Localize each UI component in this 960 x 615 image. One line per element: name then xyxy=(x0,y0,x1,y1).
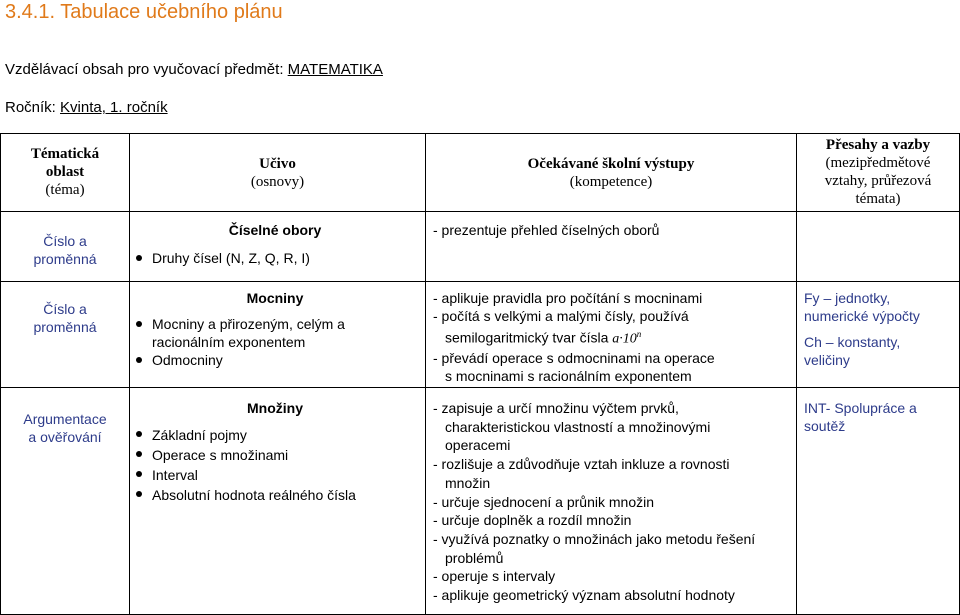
table-divider xyxy=(0,211,960,212)
subject-label: Vzdělávací obsah pro vyučovací předmět: xyxy=(5,61,288,78)
list-item: Základní pojmy xyxy=(130,425,420,445)
row2-content-title: Mocniny xyxy=(246,290,304,306)
header-overlaps: Přesahy a vazby (mezipředmětové vztahy, průřezová témata) xyxy=(824,137,932,207)
row2-outcomes: - aplikuje pravidla pro počítání s mocninami - počítá s velkými a malými čísly, používá semilogaritmický tvar čísla $a\cdot 10^n$ - převádí operace s odmocninami na operace s mocninami s racionálním exponentem xyxy=(433,290,715,384)
header-outcomes: Očekávané školní výstupy (kompetence) xyxy=(527,156,695,190)
page-heading: 3.4.1. Tabulace učebního plánu xyxy=(5,1,283,23)
curriculum-table xyxy=(0,133,960,615)
row3-content-title: Množiny xyxy=(247,400,303,416)
table-divider xyxy=(129,133,130,615)
header-topic: Tématická oblast (téma) xyxy=(30,146,100,198)
list-item: Mocniny a přirozeným, celým a racionálním exponentem xyxy=(130,315,420,351)
row2-content xyxy=(130,289,420,369)
row3-overlaps: INT- Spolupráce a soutěž xyxy=(804,400,917,434)
list-item: Operace s množinami xyxy=(130,445,420,465)
row2-topic: Číslo a proměnná xyxy=(33,301,97,335)
row1-outcomes: - prezentuje přehled číselných oborů xyxy=(433,222,660,238)
table-border-top xyxy=(0,133,960,134)
grade-line xyxy=(5,99,168,116)
table-divider xyxy=(425,133,426,615)
row1-content-title: Číselné obory xyxy=(228,222,322,238)
table-divider xyxy=(0,281,960,282)
row3-outcomes: - zapisuje a určí množinu výčtem prvků, charakteristickou vlastností a množinovými operacemi - rozlišuje a zdůvodňuje vztah inkluze a rovnosti množin - určuje sjednocení a průnik množin - určuje doplněk a rozdíl množin - využívá poznatky o množinách jako metodu řešení problémů - operuje s intervaly - aplikuje geometrický význam absolutní hodnoty xyxy=(433,400,756,604)
table-divider xyxy=(0,387,960,388)
table-border-left xyxy=(0,133,1,615)
row3-topic: Argumentace a ověřování xyxy=(23,411,107,445)
list-item: Interval xyxy=(130,465,420,485)
row1-content xyxy=(130,221,420,267)
grade-value: Kvinta, 1. ročník xyxy=(60,99,168,116)
list-item: Druhy čísel (N, Z, Q, R, I) xyxy=(130,249,420,267)
header-content: Učivo (osnovy) xyxy=(250,156,305,190)
row3-content xyxy=(130,399,420,505)
subject-line xyxy=(5,61,383,78)
row1-topic: Číslo a proměnná xyxy=(33,233,97,267)
subject-value: MATEMATIKA xyxy=(287,61,383,78)
list-item: Absolutní hodnota reálného čísla xyxy=(130,485,420,505)
row2-overlaps: Fy – jednotky, numerické výpočty Ch – konstanty, veličiny xyxy=(804,290,920,368)
list-item: Odmocniny xyxy=(130,351,420,369)
grade-label: Ročník: xyxy=(5,99,61,116)
